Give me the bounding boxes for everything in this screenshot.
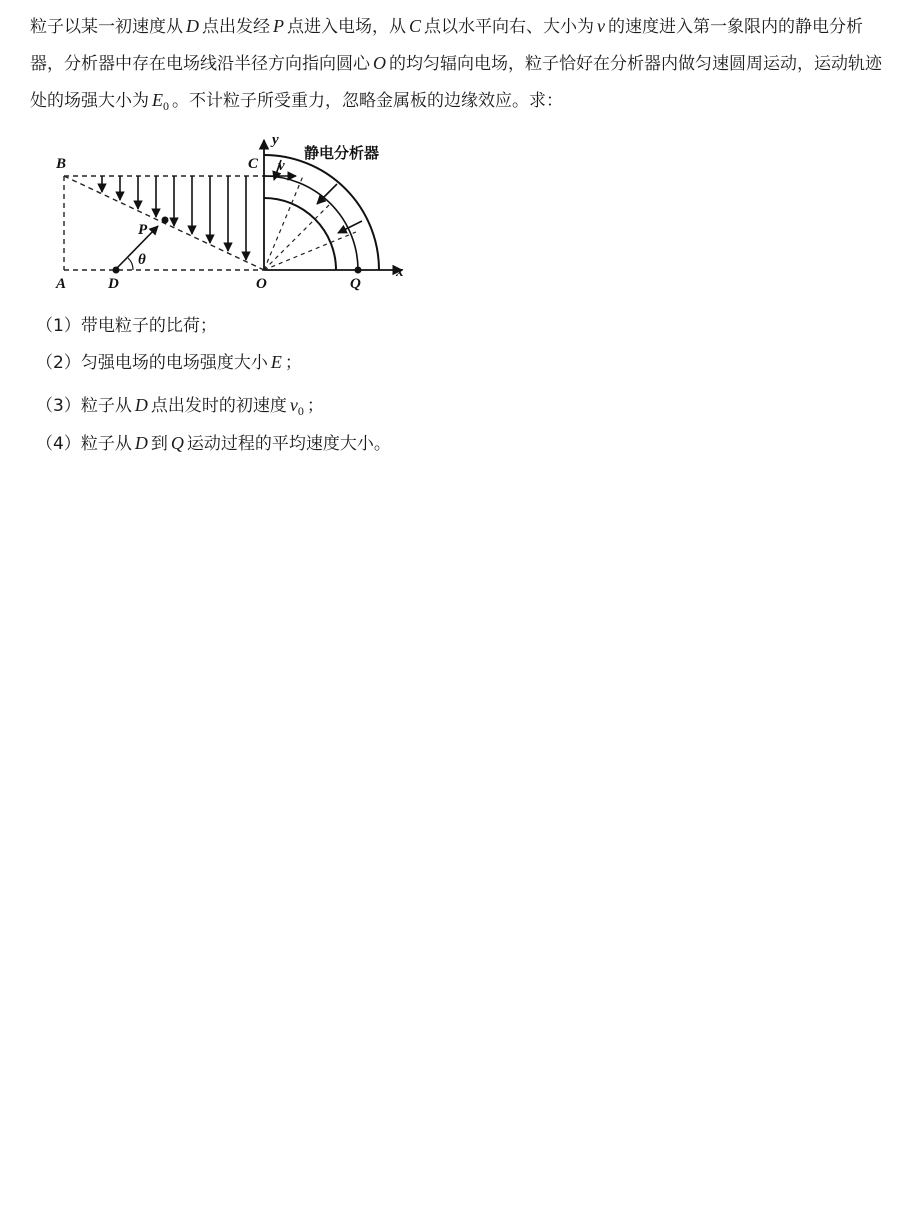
question-tail: 运动过程的平均速度大小。	[186, 434, 391, 454]
point-P	[162, 217, 169, 224]
label-Q: Q	[350, 276, 361, 292]
var-v0	[289, 395, 304, 418]
text-segment: 的速度进入第一象限内的静电分析器，分析器中存在电场线沿半径方向指向圆心	[30, 17, 864, 74]
radial-lines	[264, 176, 356, 270]
var-v: v	[597, 16, 606, 36]
var-D: D	[186, 16, 199, 36]
point-Q	[355, 267, 362, 274]
var-O: O	[373, 53, 386, 73]
question-3	[36, 382, 856, 428]
question-tail: ；	[284, 353, 302, 373]
label-x: x	[396, 264, 404, 280]
var-E0-subscript: 0	[163, 99, 169, 113]
diagram-svg	[34, 130, 426, 305]
var-Q: Q	[170, 433, 184, 453]
label-D: D	[108, 276, 119, 292]
label-A: A	[56, 276, 67, 292]
var-v0-subscript: 0	[297, 404, 304, 418]
question-text: 匀强电场的电场强度大小	[80, 353, 268, 373]
var-D: D	[134, 395, 148, 415]
text-segment: 点以水平向右、大小为	[424, 17, 595, 37]
label-C: C	[248, 156, 259, 172]
var-P: P	[273, 16, 284, 36]
question-2	[36, 346, 856, 382]
var-E: E	[270, 352, 282, 372]
label-P: P	[138, 222, 148, 238]
question-number: （3）	[36, 396, 81, 416]
question-text: 粒子从	[80, 434, 132, 454]
question-text: 粒子从	[80, 396, 132, 416]
label-B: B	[56, 156, 67, 172]
point-D	[113, 267, 120, 274]
text-segment: 点进入电场，从	[287, 17, 406, 37]
question-number: （1）	[36, 316, 81, 336]
question-1	[36, 310, 856, 346]
label-y: y	[272, 132, 279, 148]
var-E0-letter: E	[152, 90, 163, 110]
text-segment: 的均匀辐向电场，粒子恰好在分析器内做匀速圆周运动，运动轨迹处的场强大小为	[30, 54, 882, 111]
question-list	[36, 310, 856, 464]
theta-arc	[128, 258, 133, 270]
var-E0	[152, 90, 169, 113]
text-segment: 。不计粒子所受重力，忽略金属板的边缘效应。求：	[172, 91, 563, 111]
uniform-field-arrows	[102, 176, 246, 260]
label-theta: θ	[138, 252, 146, 268]
question-tail: ；	[306, 396, 324, 416]
var-D: D	[134, 433, 148, 453]
question-mid: 到	[150, 434, 168, 454]
question-number: （4）	[36, 434, 81, 454]
question-4	[36, 428, 856, 464]
question-number: （2）	[36, 353, 81, 373]
text-segment: 粒子以某一初速度从	[30, 17, 183, 37]
label-v: v	[278, 158, 285, 174]
label-O: O	[256, 276, 267, 292]
var-v0-letter: v	[289, 395, 298, 415]
question-mid: 点出发时的初速度	[150, 396, 287, 416]
text-segment: 点出发经	[202, 17, 270, 37]
question-text: 带电粒子的比荷；	[80, 316, 217, 336]
var-C: C	[409, 16, 422, 36]
physics-diagram	[34, 130, 426, 305]
problem-statement	[30, 8, 886, 124]
label-analyzer: 静电分析器	[304, 144, 380, 162]
